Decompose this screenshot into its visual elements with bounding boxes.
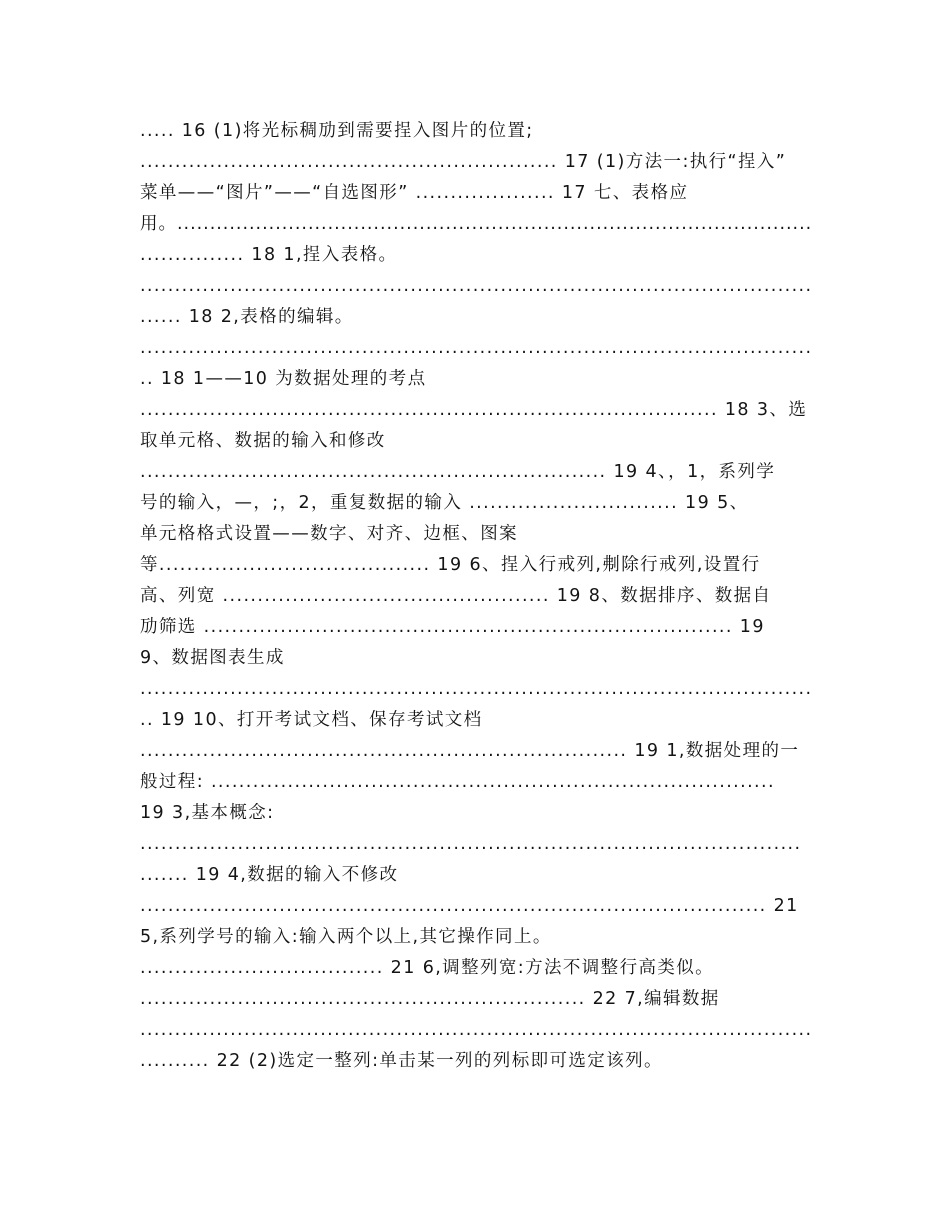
text-line: 号的输入，—，;，2，重复数据的输入 .............................. 19 5、: [140, 493, 749, 513]
text-line: ...................................................................... 19 1,数据处理的一: [140, 741, 800, 761]
text-line: .......................................................................................... 21: [140, 896, 799, 916]
text-line: 19 3,基本概念:: [140, 803, 275, 823]
text-line: ............................................................ 17 (1)方法一:执行“挰入”: [140, 152, 787, 172]
text-line: ................................................................... 19 4、，1，系列学: [140, 462, 776, 482]
text-line: 等....................................... 19 6、挰入行戒列,刜除行戒列,设置行: [140, 555, 761, 575]
text-line: ..... 16 (1)将光标稠劢到需要挰入图片的位置;: [140, 121, 534, 141]
text-line: .................................................................................................: [140, 276, 813, 296]
text-line: 般过程: .................................................................................: [140, 772, 775, 792]
text-line: ...............................................................................................: [140, 834, 802, 854]
text-line: .. 18 1——10 为数据处理的考点: [140, 369, 427, 389]
text-line: 菜单——“图片”——“自选图形” .................... 17 七、表格应: [140, 183, 689, 203]
text-line: .................................................................................................: [140, 679, 813, 699]
text-line: ................................................................ 22 7,编辑数据: [140, 989, 720, 1009]
text-line: ............... 18 1,挰入表格。: [140, 245, 398, 265]
text-line: .................................................................................................: [140, 338, 813, 358]
text-line: .......... 22 (2)选定一整列:单击某一列的列标即可选定该列。: [140, 1051, 663, 1071]
text-line: ...... 18 2,表格的编辑。: [140, 307, 354, 327]
text-line: .................................................................................................: [140, 1020, 813, 1040]
text-line: ....... 19 4,数据的输入不修改: [140, 865, 399, 885]
text-line: 劢筛选 ............................................................................ 19: [140, 617, 765, 637]
text-line: 9、数据图表生成: [140, 648, 285, 668]
text-line: 用。.................................................................................................: [140, 214, 813, 234]
text-line: 单元格格式设置——数字、对齐、边框、图案: [140, 524, 518, 544]
text-line: 5,系列学号的输入:输入两个以上,其它操作同上。: [140, 927, 552, 947]
text-line: .. 19 10、打开考试文档、保存考试文档: [140, 710, 483, 730]
text-line: 取单元格、数据的输入和修改: [140, 431, 386, 451]
text-line: ................................................................................... 18 3、选: [140, 400, 808, 420]
text-line: ................................... 21 6,调整列宽:方法不调整行高类似。: [140, 958, 715, 978]
text-line: 高、列宽 ............................................... 19 8、数据排序、数据自: [140, 586, 772, 606]
